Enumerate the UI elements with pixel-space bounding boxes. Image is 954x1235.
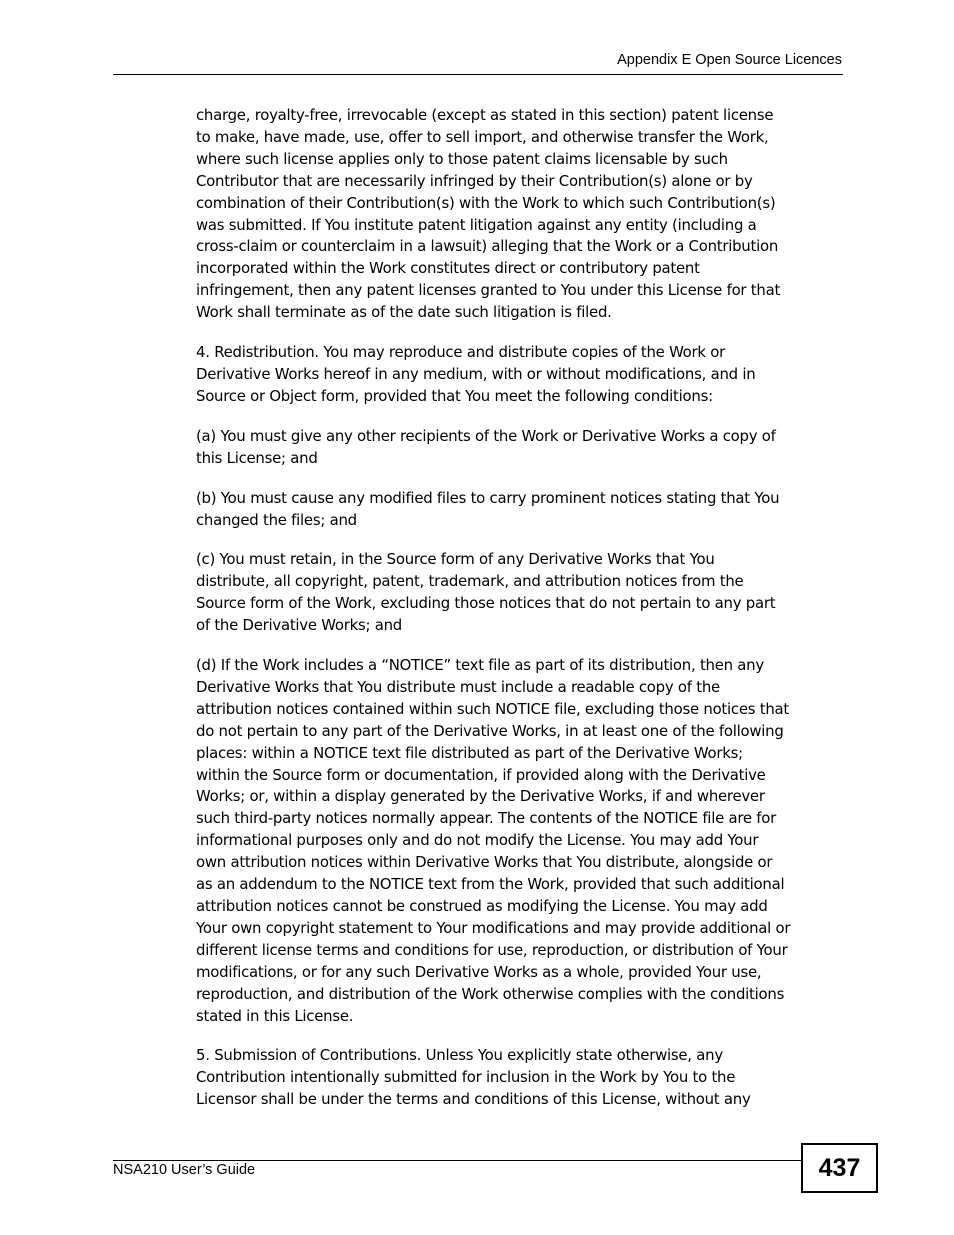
text-line: as an addendum to the NOTICE text from the Work, provided that such additional [196,875,785,894]
text-line: infringement, then any patent licenses granted to You under this License for that [196,281,781,300]
text-line: of the Derivative Works; and [196,616,402,635]
text-line: Source form of the Work, excluding those notices that do not pertain to any part [196,594,776,613]
header-rule [113,74,843,75]
text-line: (c) You must retain, in the Source form of any Derivative Works that You [196,550,715,569]
text-line: was submitted. If You institute patent litigation against any entity (including a [196,215,757,234]
text-line: different license terms and conditions for use, reproduction, or distribution of Your [196,940,788,959]
text-line: reproduction, and distribution of the Work otherwise complies with the conditions [196,984,785,1003]
text-line: within the Source form or documentation, if provided along with the Derivative [196,765,766,784]
text-line: informational purposes only and do not modify the License. You may add Your [196,831,759,850]
text-line: Contribution intentionally submitted for inclusion in the Work by You to the [196,1068,736,1087]
text-line: Source or Object form, provided that You meet the following conditions: [196,386,713,405]
paragraph [196,105,844,324]
text-line: stated in this License. [196,1006,354,1025]
page-number: 437 [818,1153,861,1182]
text-line: Derivative Works that You distribute must include a readable copy of the [196,677,720,696]
text-line: 4. Redistribution. You may reproduce and distribute copies of the Work or [196,343,725,362]
paragraph [196,655,844,1027]
running-header: Appendix E Open Source Licences [617,52,842,68]
text-line: attribution notices cannot be construed as modifying the License. You may add [196,897,768,915]
text-line: (d) If the Work includes a “NOTICE” text file as part of its distribution, then any [196,656,764,675]
text-line: 5. Submission of Contributions. Unless You explicitly state otherwise, any [196,1046,723,1065]
paragraph [196,342,844,408]
text-line: Licensor shall be under the terms and conditions of this License, without any [196,1090,751,1109]
paragraph [196,1045,844,1111]
body-text [196,105,844,1129]
text-line: incorporated within the Work constitutes direct or contributory patent [196,259,700,278]
text-line: Work shall terminate as of the date such litigation is filed. [196,303,612,322]
footer-guide-title: NSA210 User’s Guide [113,1162,256,1178]
text-line: changed the files; and [196,510,357,529]
page-number-box [801,1143,878,1193]
text-line: charge, royalty-free, irrevocable (except as stated in this section) patent license [196,106,774,124]
text-line: Derivative Works hereof in any medium, with or without modifications, and in [196,364,756,383]
text-line: to make, have made, use, offer to sell import, and otherwise transfer the Work, [196,127,769,146]
text-line: Works; or, within a display generated by the Derivative Works, if and wherever [196,787,765,806]
text-line: modifications, or for any such Derivative Works as a whole, provided Your use, [196,962,762,981]
text-line: Your own copyright statement to Your modifications and may provide additional or [196,918,791,937]
text-line: where such license applies only to those patent claims licensable by such [196,149,728,168]
text-line: Contributor that are necessarily infringed by their Contribution(s) alone or by [196,171,753,190]
text-line: (a) You must give any other recipients of the Work or Derivative Works a copy of [196,426,776,445]
text-line: do not pertain to any part of the Derivative Works, in at least one of the following [196,721,784,740]
text-line: own attribution notices within Derivative Works that You distribute, alongside or [196,853,773,872]
paragraph [196,426,844,470]
text-line: such third-party notices normally appear. The contents of the NOTICE file are for [196,809,777,828]
text-line: combination of their Contribution(s) with the Work to which such Contribution(s) [196,193,776,212]
text-line: distribute, all copyright, patent, trademark, and attribution notices from the [196,572,744,591]
text-line: places: within a NOTICE text file distributed as part of the Derivative Works; [196,743,743,762]
paragraph [196,549,844,637]
text-line: attribution notices contained within such NOTICE file, excluding those notices that [196,699,789,718]
text-line: cross-claim or counterclaim in a lawsuit) alleging that the Work or a Contribution [196,237,779,256]
footer-rule [113,1160,802,1161]
text-line: this License; and [196,448,318,467]
paragraph [196,488,844,532]
text-line: (b) You must cause any modified files to carry prominent notices stating that You [196,488,780,507]
